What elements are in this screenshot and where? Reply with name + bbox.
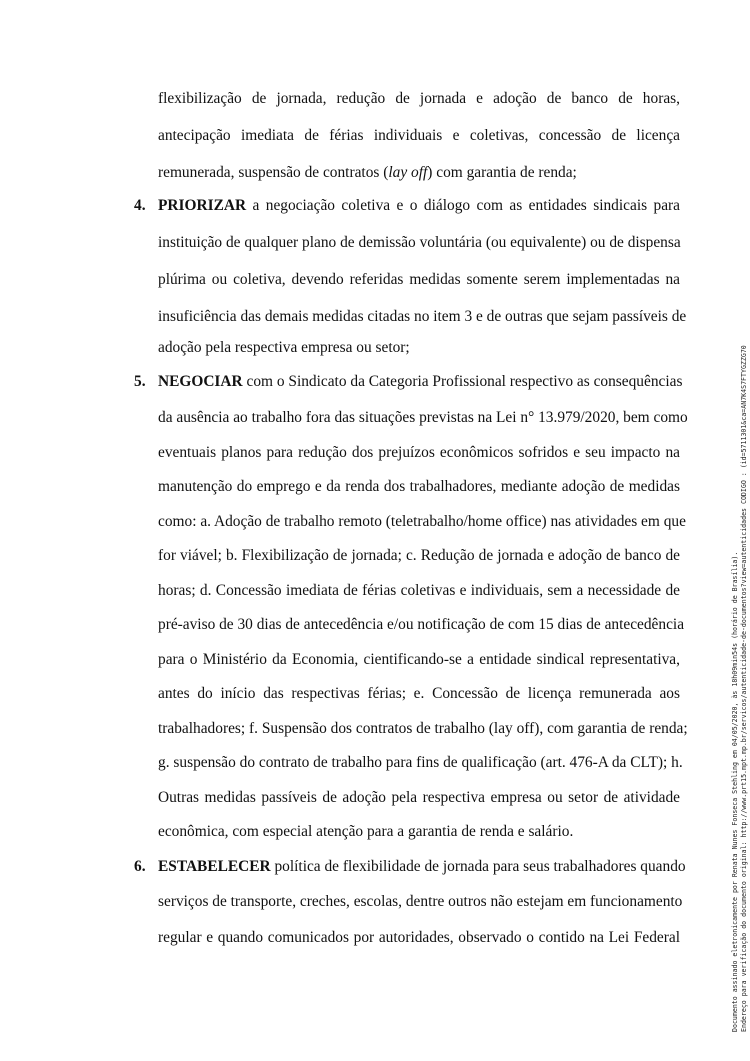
signature-stamp-text [731, 345, 749, 1032]
signature-stamp-line-1: Documento assinado eletronicamente por Renata Nunes Fonseca Stehling em 04/05/2020, às 18h09min54s (horário de Brasília). [731, 551, 739, 1032]
item-4-line-5: adoção pela respectiva empresa ou setor; [158, 339, 410, 356]
item-4-first-rest: a negociação coletiva e o diálogo com as entidades sindicais para [246, 197, 680, 214]
intro-line-3-tail: ) com garantia de renda; [427, 164, 577, 181]
item-5-line-10: antes do início das respectivas férias; e. Concessão de licença remunerada aos [158, 685, 680, 702]
item-5-line-8: pré-aviso de 30 dias de antecedência e/ou notificação de com 15 dias de antecedência [158, 616, 685, 633]
item-5-line-3: eventuais planos para redução dos prejuízos econômicos sofridos e seu impacto na [158, 444, 680, 461]
item-6-line-3: regular e quando comunicados por autoridades, observado o contido na Lei Federal [158, 929, 680, 946]
item-5-line-1 [158, 372, 683, 392]
item-5-number: 5. [134, 373, 146, 390]
item-4-number: 4. [134, 197, 146, 214]
item-5-line-9: para o Ministério da Economia, cientificando-se a entidade sindical representativa, [158, 651, 680, 668]
intro-line-3-text: remunerada, suspensão de contratos ( [158, 164, 389, 181]
item-5-line-13: Outras medidas passíveis de adoção pela respectiva empresa ou setor de atividade [158, 789, 680, 806]
signature-stamp [707, 345, 748, 1032]
item-4-keyword: PRIORIZAR [158, 197, 247, 214]
intro-line-2: antecipação imediata de férias individuais e coletivas, concessão de licença [158, 127, 680, 144]
item-5-keyword: NEGOCIAR [158, 373, 243, 390]
item-6-number: 6. [134, 858, 146, 875]
intro-line-1: flexibilização de jornada, redução de jornada e adoção de banco de horas, [158, 90, 680, 107]
lay-off-italic: lay off [388, 164, 428, 181]
intro-line-3 [158, 163, 680, 183]
item-5-line-5: como: a. Adoção de trabalho remoto (teletrabalho/home office) nas atividades em que [158, 513, 686, 530]
signature-stamp-line-2: Endereço para verificação do documento original: http://www.prt15.mpt.mp.br/servicos/autenticidade-de-documentos?view=autenticidades CODIGO : (id=5711301&ca=AN7K4S7FTYGZZG70 [740, 345, 748, 1032]
item-6-line-1 [158, 857, 686, 877]
item-4-line-3: plúrima ou coletiva, devendo referidas medidas somente serem implementadas na [158, 271, 680, 288]
item-5-line-4: manutenção do emprego e da renda dos trabalhadores, mediante adoção de medidas [158, 478, 680, 495]
item-4-line-1 [158, 196, 680, 216]
item-5-line-11: trabalhadores; f. Suspensão dos contratos de trabalho (lay off), com garantia de renda; [158, 720, 688, 737]
item-5-line-14: econômica, com especial atenção para a garantia de renda e salário. [158, 823, 574, 840]
item-6-line-2: serviços de transporte, creches, escolas, dentre outros não estejam em funcionamento [158, 893, 683, 910]
item-5-line-2: da ausência ao trabalho fora das situações previstas na Lei n° 13.979/2020, bem como [158, 409, 688, 426]
item-5-line-12: g. suspensão do contrato de trabalho para fins de qualificação (art. 476-A da CLT); h. [158, 754, 683, 771]
item-5-first-rest: com o Sindicato da Categoria Profissional respectivo as consequências [242, 373, 683, 390]
item-4-line-4: insuficiência das demais medidas citadas no item 3 e de outras que sejam passíveis de [158, 308, 687, 325]
item-6-first-rest: política de flexibilidade de jornada para seus trabalhadores quando [270, 858, 686, 875]
item-4-line-2: instituição de qualquer plano de demissão voluntária (ou equivalente) ou de dispensa [158, 234, 681, 251]
item-6-keyword: ESTABELECER [158, 858, 271, 875]
item-5-line-7: horas; d. Concessão imediata de férias coletivas e individuais, sem a necessidade de [158, 582, 680, 599]
item-5-line-6: for viável; b. Flexibilização de jornada; c. Redução de jornada e adoção de banco de [158, 547, 680, 564]
